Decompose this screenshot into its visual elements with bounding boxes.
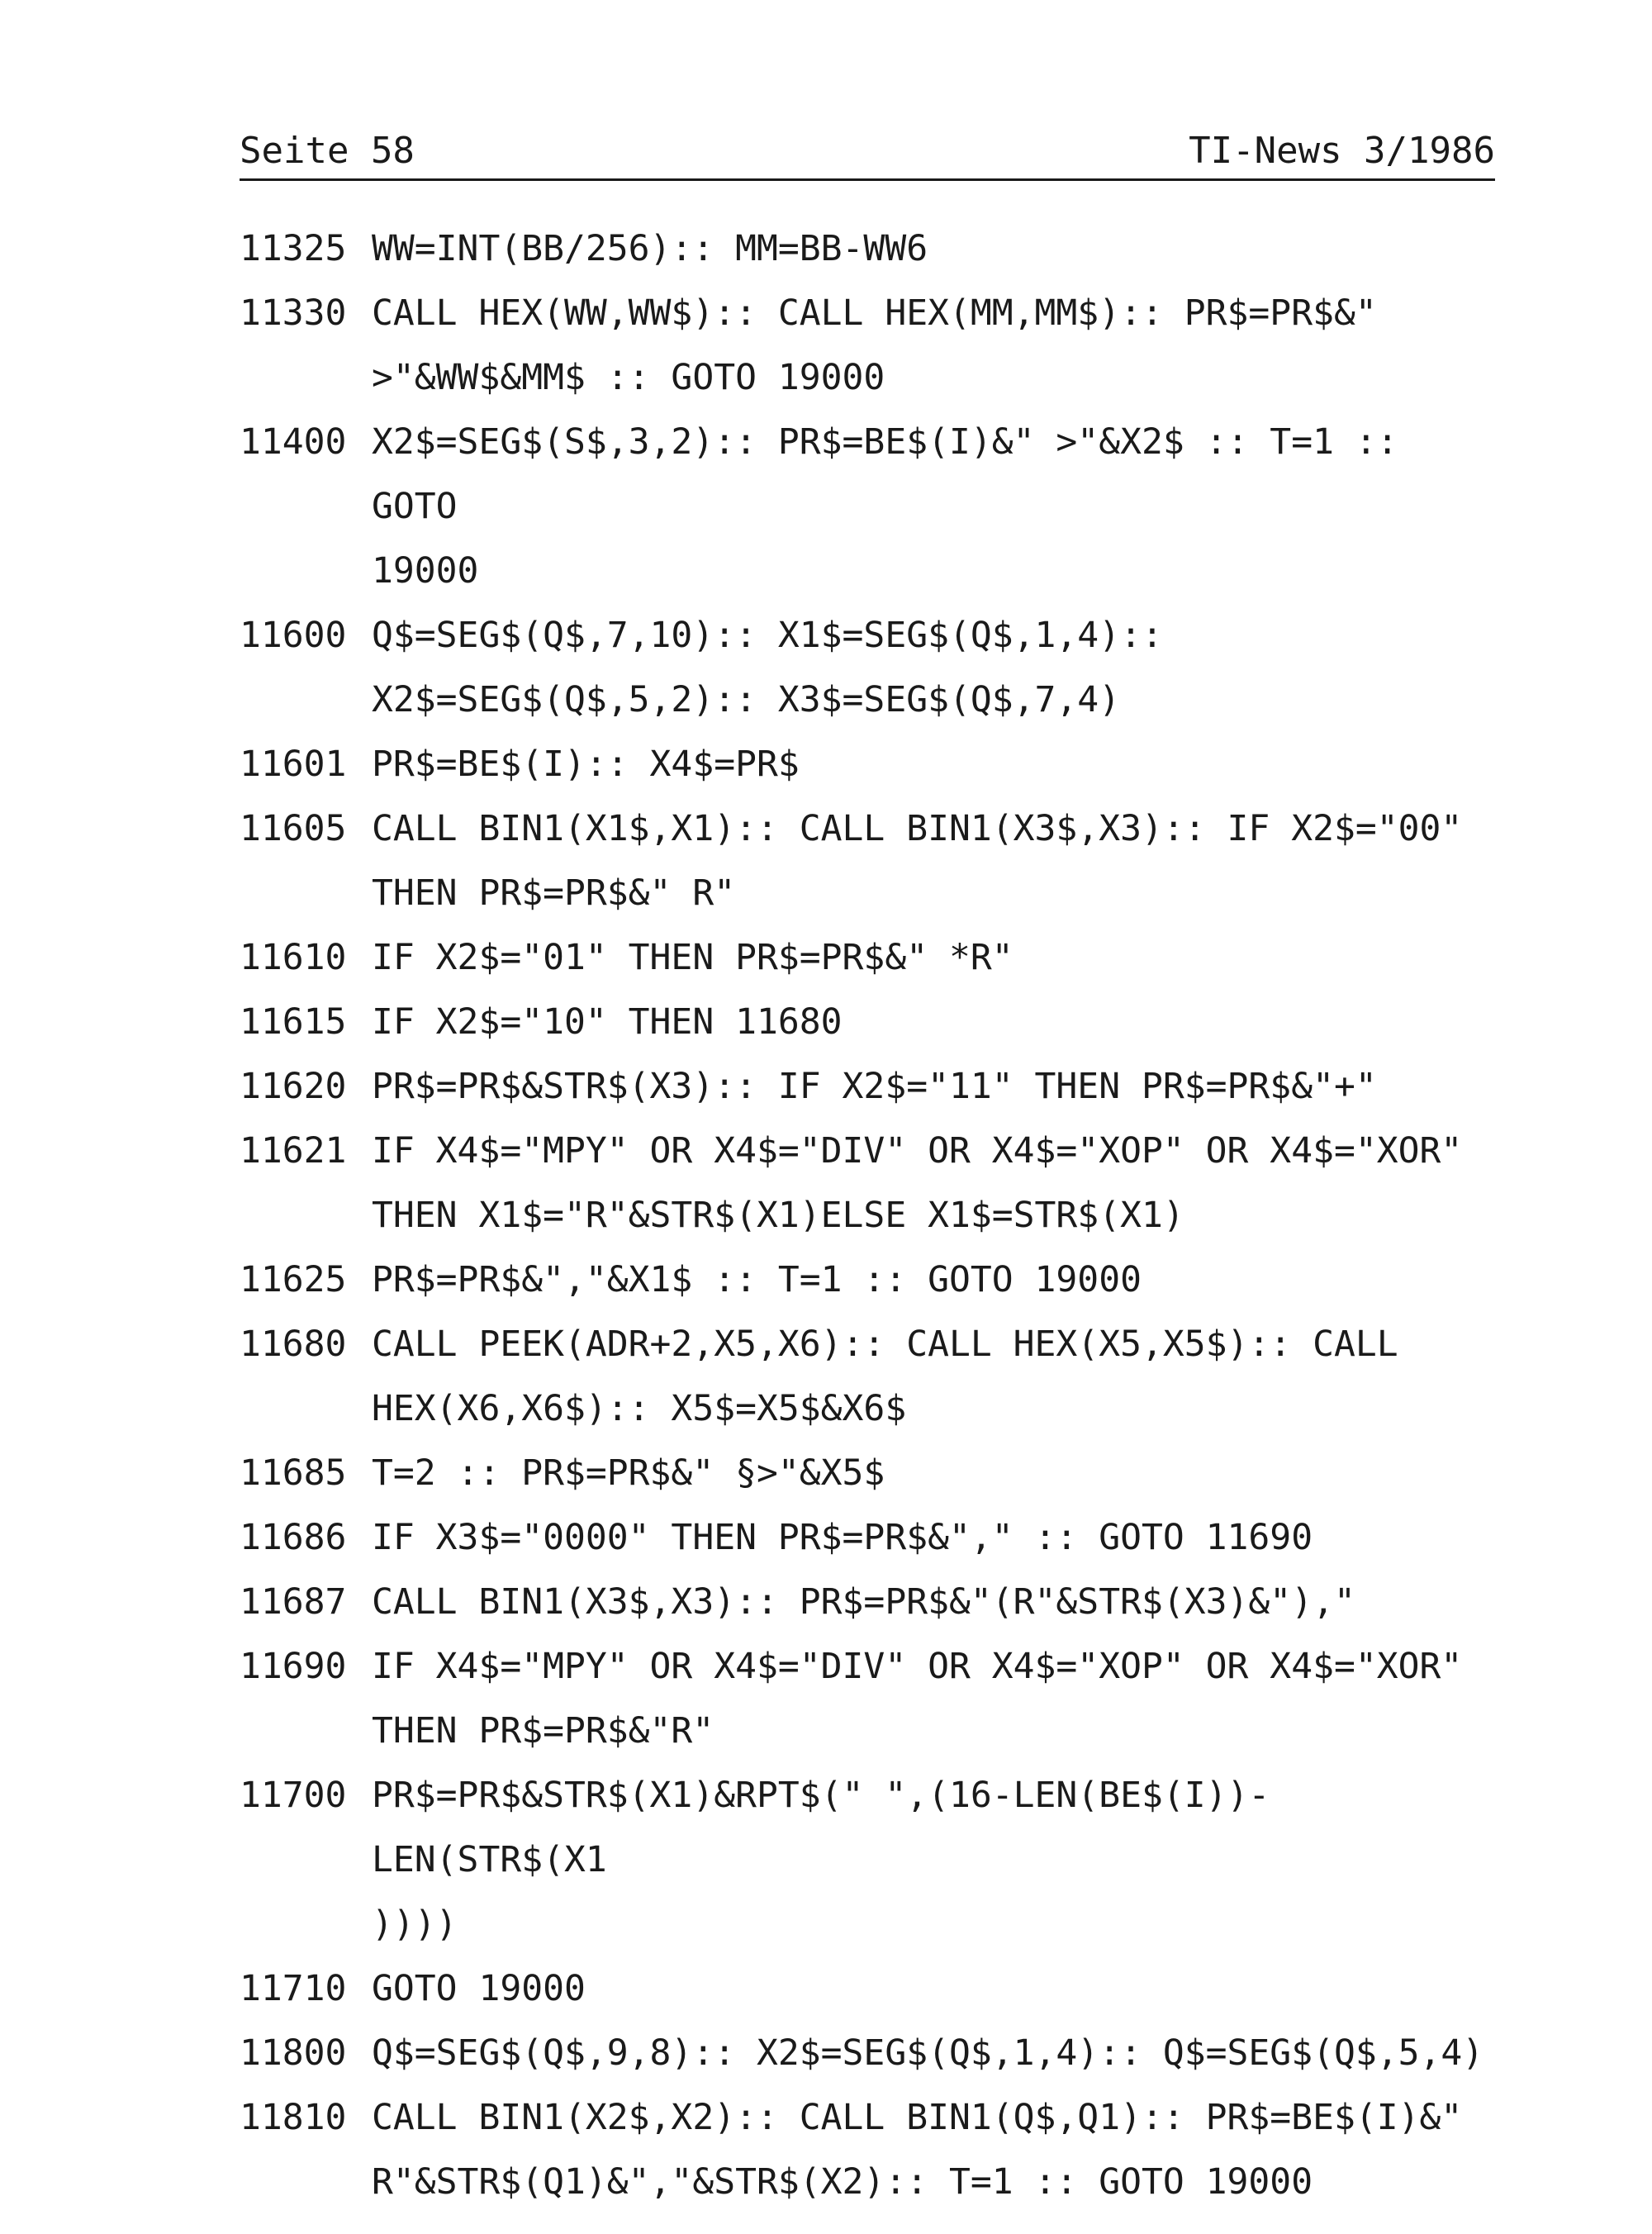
code-line	[240, 281, 1503, 410]
line-number: 11680	[240, 1324, 347, 1365]
line-number: 11687	[240, 1581, 347, 1623]
code-statement: PR$=PR$&","&X1$ :: T=1 :: GOTO 19000	[372, 1259, 1142, 1300]
line-number: 11330	[240, 292, 347, 334]
code-line	[240, 1634, 1503, 1763]
code-statement: IF X2$="01" THEN PR$=PR$&" *R"	[372, 937, 1014, 978]
line-number: 11810	[240, 2097, 347, 2138]
code-statement: T=2 :: PR$=PR$&" §>"&X5$	[372, 1452, 885, 1494]
code-line	[240, 216, 1503, 281]
code-line	[240, 1956, 1503, 2021]
code-statement: CALL BIN1(X3$,X3):: PR$=PR$&"(R"&STR$(X3)&"),"	[372, 1581, 1355, 1623]
publication-issue: TI-News 3/1986	[1189, 130, 1495, 172]
line-number: 11600	[240, 615, 347, 656]
code-statement: IF X4$="MPY" OR X4$="DIV" OR X4$="XOP" OR X4$="XOR" THEN PR$=PR$&"R"	[372, 1646, 1463, 1752]
code-statement: GOTO 19000	[372, 1968, 586, 2009]
code-line	[240, 1248, 1503, 1312]
code-line	[240, 410, 1503, 603]
code-line	[240, 796, 1503, 925]
code-line	[240, 1570, 1503, 1634]
code-statement: CALL BIN1(X2$,X2):: CALL BIN1(Q$,Q1):: PR$=BE$(I)&" R"&STR$(Q1)&","&STR$(X2):: T=1 :: GOTO 19000	[372, 2097, 1463, 2203]
code-statement: PR$=PR$&STR$(X1)&RPT$(" ",(16-LEN(BE$(I))-LEN(STR$(X1 ))))	[372, 1775, 1270, 1945]
basic-program-listing	[240, 216, 1503, 2214]
line-number: 11690	[240, 1646, 347, 1687]
code-statement: CALL PEEK(ADR+2,X5,X6):: CALL HEX(X5,X5$):: CALL HEX(X6,X6$):: X5$=X5$&X6$	[372, 1324, 1398, 1429]
line-number: 11700	[240, 1775, 347, 1816]
code-statement: PR$=PR$&STR$(X3):: IF X2$="11" THEN PR$=PR$&"+"	[372, 1066, 1377, 1107]
line-number: 11685	[240, 1452, 347, 1494]
line-number: 11686	[240, 1517, 347, 1558]
line-number: 11605	[240, 808, 347, 849]
code-line	[240, 925, 1503, 990]
code-line	[240, 1441, 1503, 1505]
line-number: 11620	[240, 1066, 347, 1107]
line-number: 11601	[240, 744, 347, 785]
code-statement: CALL HEX(WW,WW$):: CALL HEX(MM,MM$):: PR$=PR$&" >"&WW$&MM$ :: GOTO 19000	[372, 292, 1377, 398]
code-line	[240, 732, 1503, 796]
page-number: Seite 58	[240, 130, 415, 172]
code-statement: X2$=SEG$(S$,3,2):: PR$=BE$(I)&" >"&X2$ :: T=1 :: GOTO 19000	[372, 421, 1398, 592]
code-line	[240, 1763, 1503, 1956]
line-number: 11615	[240, 1001, 347, 1043]
code-statement: PR$=BE$(I):: X4$=PR$	[372, 744, 800, 785]
line-number: 11625	[240, 1259, 347, 1300]
code-line	[240, 1505, 1503, 1570]
code-line	[240, 2021, 1503, 2085]
code-statement: Q$=SEG$(Q$,9,8):: X2$=SEG$(Q$,1,4):: Q$=SEG$(Q$,5,4)	[372, 2032, 1484, 2074]
line-number: 11400	[240, 421, 347, 463]
code-line	[240, 603, 1503, 732]
code-line	[240, 990, 1503, 1054]
line-number: 11710	[240, 1968, 347, 2009]
code-statement: IF X4$="MPY" OR X4$="DIV" OR X4$="XOP" OR X4$="XOR" THEN X1$="R"&STR$(X1)ELSE X1$=STR$(X1)	[372, 1130, 1463, 1236]
code-statement: WW=INT(BB/256):: MM=BB-WW6	[372, 228, 928, 269]
page-header	[240, 124, 1495, 181]
code-statement: Q$=SEG$(Q$,7,10):: X1$=SEG$(Q$,1,4):: X2$=SEG$(Q$,5,2):: X3$=SEG$(Q$,7,4)	[372, 615, 1163, 720]
line-number: 11610	[240, 937, 347, 978]
code-line	[240, 1119, 1503, 1248]
code-statement: IF X2$="10" THEN 11680	[372, 1001, 843, 1043]
code-statement: CALL BIN1(X1$,X1):: CALL BIN1(X3$,X3):: IF X2$="00" THEN PR$=PR$&" R"	[372, 808, 1463, 914]
code-statement: IF X3$="0000" THEN PR$=PR$&"," :: GOTO 11690	[372, 1517, 1313, 1558]
line-number: 11325	[240, 228, 347, 269]
line-number: 11621	[240, 1130, 347, 1172]
code-line	[240, 2085, 1503, 2214]
code-line	[240, 1054, 1503, 1119]
code-line	[240, 1312, 1503, 1441]
line-number: 11800	[240, 2032, 347, 2074]
